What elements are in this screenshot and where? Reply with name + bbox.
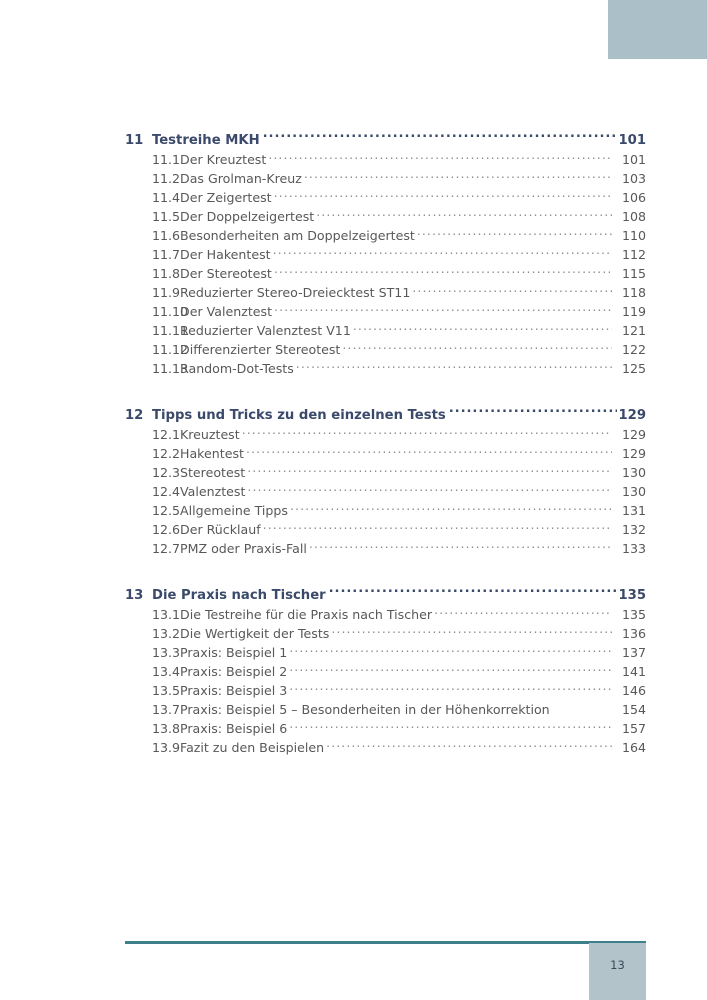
toc-section-page-number[interactable]: 125 xyxy=(621,361,646,376)
toc-section-title[interactable]: Praxis: Beispiel 3 xyxy=(180,683,288,698)
toc-leader-dots xyxy=(417,228,612,240)
toc-chapter-page-number[interactable]: 129 xyxy=(618,408,646,423)
toc-chapter-row[interactable] xyxy=(125,406,646,425)
toc-section-title[interactable]: Die Testreihe für die Praxis nach Tischer xyxy=(180,607,433,622)
toc-leader-dots xyxy=(268,152,612,164)
toc-section-row[interactable] xyxy=(125,340,646,359)
toc-section-title[interactable]: Kreuztest xyxy=(180,427,240,442)
toc-section-row[interactable] xyxy=(125,605,646,624)
toc-leader-dots xyxy=(274,304,612,316)
toc-chapter-title[interactable]: Tipps und Tricks zu den einzelnen Tests xyxy=(152,408,446,423)
toc-section-number: 11.9 xyxy=(152,285,181,300)
toc-section-title[interactable]: Praxis: Beispiel 6 xyxy=(180,721,288,736)
toc-section-page-number[interactable]: 131 xyxy=(621,503,646,518)
toc-section-page-number[interactable]: 135 xyxy=(621,607,646,622)
toc-section-title[interactable]: Praxis: Beispiel 5 – Besonderheiten in der Höhenkorrektion xyxy=(180,702,550,717)
toc-section-number: 11.4 xyxy=(152,190,181,205)
toc-section-title[interactable]: Praxis: Beispiel 2 xyxy=(180,664,288,679)
toc-leader-dots xyxy=(296,361,612,373)
toc-section-number: 12.5 xyxy=(152,503,181,518)
toc-section-row[interactable] xyxy=(125,444,646,463)
toc-leader-dots xyxy=(289,721,612,733)
toc-section-title[interactable]: Der Valenztest xyxy=(180,304,273,319)
toc-section-row[interactable] xyxy=(125,719,646,738)
toc-leader-dots xyxy=(342,342,612,354)
toc-section-title[interactable]: Reduzierter Valenztest V11 xyxy=(180,323,351,338)
toc-leader-dots xyxy=(449,406,618,419)
toc-section-number: 12.4 xyxy=(152,484,181,499)
toc-section-title[interactable]: Stereotest xyxy=(180,465,246,480)
toc-section-number: 11.2 xyxy=(152,171,181,186)
toc-leader-dots xyxy=(316,209,612,221)
toc-chapter-group xyxy=(125,131,646,378)
toc-section-number: 11.7 xyxy=(152,247,181,262)
toc-section-number: 11.13 xyxy=(152,361,189,376)
toc-section-page-number[interactable]: 137 xyxy=(621,645,646,660)
toc-leader-dots xyxy=(290,503,612,515)
toc-section-page-number[interactable]: 146 xyxy=(621,683,646,698)
toc-section-number: 12.6 xyxy=(152,522,181,537)
toc-section-title[interactable]: Der Rücklauf xyxy=(180,522,261,537)
toc-section-row[interactable] xyxy=(125,321,646,340)
toc-section-page-number[interactable]: 157 xyxy=(621,721,646,736)
toc-section-number: 13.8 xyxy=(152,721,181,736)
toc-section-number: 13.3 xyxy=(152,645,181,660)
toc-leader-dots xyxy=(289,664,612,676)
toc-leader-dots xyxy=(247,484,612,496)
toc-section-row[interactable] xyxy=(125,169,646,188)
toc-leader-dots xyxy=(274,266,612,278)
toc-section-page-number[interactable]: 121 xyxy=(621,323,646,338)
toc-section-row[interactable] xyxy=(125,283,646,302)
toc-section-number: 11.1 xyxy=(152,152,181,167)
toc-section-row[interactable] xyxy=(125,539,646,558)
toc-section-row[interactable] xyxy=(125,501,646,520)
toc-chapter-number: 13 xyxy=(125,588,144,603)
toc-section-page-number[interactable]: 110 xyxy=(621,228,646,243)
toc-section-row[interactable] xyxy=(125,188,646,207)
toc-section-title[interactable]: Der Stereotest xyxy=(180,266,272,281)
toc-leader-dots xyxy=(309,541,612,553)
toc-section-number: 11.6 xyxy=(152,228,181,243)
toc-section-page-number[interactable]: 133 xyxy=(621,541,646,556)
toc-section-page-number[interactable]: 108 xyxy=(621,209,646,224)
toc-section-page-number[interactable]: 103 xyxy=(621,171,646,186)
toc-section-title[interactable]: Reduzierter Stereo-Dreiecktest ST11 xyxy=(180,285,411,300)
toc-chapter-group xyxy=(125,406,646,558)
toc-section-title[interactable]: Allgemeine Tipps xyxy=(180,503,288,518)
toc-section-number: 11.5 xyxy=(152,209,181,224)
toc-section-title[interactable]: Die Wertigkeit der Tests xyxy=(180,626,330,641)
toc-section-title[interactable]: Random-Dot-Tests xyxy=(180,361,294,376)
toc-section-page-number[interactable]: 115 xyxy=(621,266,646,281)
toc-section-row[interactable] xyxy=(125,643,646,662)
toc-section-page-number[interactable]: 130 xyxy=(621,465,646,480)
toc-section-row[interactable] xyxy=(125,425,646,444)
toc-section-number: 13.4 xyxy=(152,664,181,679)
toc-section-page-number[interactable]: 136 xyxy=(621,626,646,641)
toc-leader-dots xyxy=(552,702,612,714)
toc-section-row[interactable] xyxy=(125,207,646,226)
toc-section-title[interactable]: Hakentest xyxy=(180,446,244,461)
toc-section-row[interactable] xyxy=(125,245,646,264)
toc-section-title[interactable]: Besonderheiten am Doppelzeigertest xyxy=(180,228,415,243)
toc-section-row[interactable] xyxy=(125,482,646,501)
toc-section-row[interactable] xyxy=(125,520,646,539)
toc-section-number: 12.7 xyxy=(152,541,181,556)
toc-section-number: 13.7 xyxy=(152,702,181,717)
toc-section-page-number[interactable]: 112 xyxy=(621,247,646,262)
toc-section-row[interactable] xyxy=(125,150,646,169)
toc-section-page-number[interactable]: 132 xyxy=(621,522,646,537)
toc-section-number: 13.5 xyxy=(152,683,181,698)
toc-chapter-group xyxy=(125,586,646,757)
toc-section-number: 13.1 xyxy=(152,607,181,622)
toc-section-page-number[interactable]: 141 xyxy=(621,664,646,679)
toc-leader-dots xyxy=(329,586,618,599)
toc-section-row[interactable] xyxy=(125,226,646,245)
toc-section-number: 11.11 xyxy=(152,323,189,338)
toc-section-title[interactable]: Das Grolman-Kreuz xyxy=(180,171,302,186)
toc-section-title[interactable]: Der Hakentest xyxy=(180,247,271,262)
toc-leader-dots xyxy=(246,446,612,458)
toc-leader-dots xyxy=(289,645,612,657)
footer-rule xyxy=(125,941,646,944)
toc-leader-dots xyxy=(273,247,612,259)
toc-section-row[interactable] xyxy=(125,624,646,643)
toc-section-title[interactable]: Der Kreuztest xyxy=(180,152,267,167)
toc-leader-dots xyxy=(274,190,612,202)
toc-leader-dots xyxy=(326,740,612,752)
toc-section-row[interactable] xyxy=(125,264,646,283)
toc-leader-dots xyxy=(247,465,612,477)
toc-section-row[interactable] xyxy=(125,700,646,719)
toc-leader-dots xyxy=(412,285,612,297)
toc-section-number: 11.12 xyxy=(152,342,189,357)
toc-section-title[interactable]: Der Zeigertest xyxy=(180,190,272,205)
toc-section-title[interactable]: Differenzierter Stereotest xyxy=(180,342,341,357)
toc-section-number: 13.2 xyxy=(152,626,181,641)
toc-section-title[interactable]: Praxis: Beispiel 1 xyxy=(180,645,288,660)
toc-leader-dots xyxy=(331,626,612,638)
toc-chapter-row[interactable] xyxy=(125,131,646,150)
toc-leader-dots xyxy=(289,683,612,695)
header-decoration-block xyxy=(608,0,707,59)
toc-leader-dots xyxy=(263,522,612,534)
toc-section-row[interactable] xyxy=(125,359,646,378)
page-number-box xyxy=(589,943,646,1000)
toc-section-page-number[interactable]: 101 xyxy=(621,152,646,167)
toc-section-page-number[interactable]: 154 xyxy=(621,702,646,717)
toc-chapter-number: 12 xyxy=(125,408,144,423)
table-of-contents xyxy=(125,131,646,757)
toc-section-number: 12.2 xyxy=(152,446,181,461)
toc-section-page-number[interactable]: 119 xyxy=(621,304,646,319)
toc-leader-dots xyxy=(434,607,612,619)
toc-section-title[interactable]: Valenztest xyxy=(180,484,246,499)
toc-section-row[interactable] xyxy=(125,463,646,482)
toc-chapter-row[interactable] xyxy=(125,586,646,605)
toc-chapter-number: 11 xyxy=(125,133,144,148)
toc-section-page-number[interactable]: 130 xyxy=(621,484,646,499)
toc-section-row[interactable] xyxy=(125,738,646,757)
toc-leader-dots xyxy=(263,131,618,144)
toc-section-page-number[interactable]: 118 xyxy=(621,285,646,300)
toc-section-page-number[interactable]: 106 xyxy=(621,190,646,205)
page-number: 13 xyxy=(610,958,625,972)
toc-section-title[interactable]: Der Doppelzeigertest xyxy=(180,209,315,224)
toc-section-number: 12.1 xyxy=(152,427,181,442)
toc-leader-dots xyxy=(304,171,612,183)
toc-section-row[interactable] xyxy=(125,681,646,700)
toc-chapter-title[interactable]: Testreihe MKH xyxy=(152,133,260,148)
toc-section-page-number[interactable]: 122 xyxy=(621,342,646,357)
toc-section-page-number[interactable]: 164 xyxy=(621,740,646,755)
toc-chapter-title[interactable]: Die Praxis nach Tischer xyxy=(152,588,326,603)
toc-section-number: 11.8 xyxy=(152,266,181,281)
toc-chapter-page-number[interactable]: 135 xyxy=(618,588,646,603)
toc-section-row[interactable] xyxy=(125,302,646,321)
toc-section-number: 11.10 xyxy=(152,304,189,319)
toc-leader-dots xyxy=(353,323,612,335)
toc-section-page-number[interactable]: 129 xyxy=(621,427,646,442)
toc-section-number: 13.9 xyxy=(152,740,181,755)
toc-section-page-number[interactable]: 129 xyxy=(621,446,646,461)
toc-leader-dots xyxy=(242,427,612,439)
toc-section-number: 12.3 xyxy=(152,465,181,480)
toc-section-row[interactable] xyxy=(125,662,646,681)
toc-section-title[interactable]: PMZ oder Praxis-Fall xyxy=(180,541,307,556)
toc-chapter-page-number[interactable]: 101 xyxy=(618,133,646,148)
toc-section-title[interactable]: Fazit zu den Beispielen xyxy=(180,740,325,755)
